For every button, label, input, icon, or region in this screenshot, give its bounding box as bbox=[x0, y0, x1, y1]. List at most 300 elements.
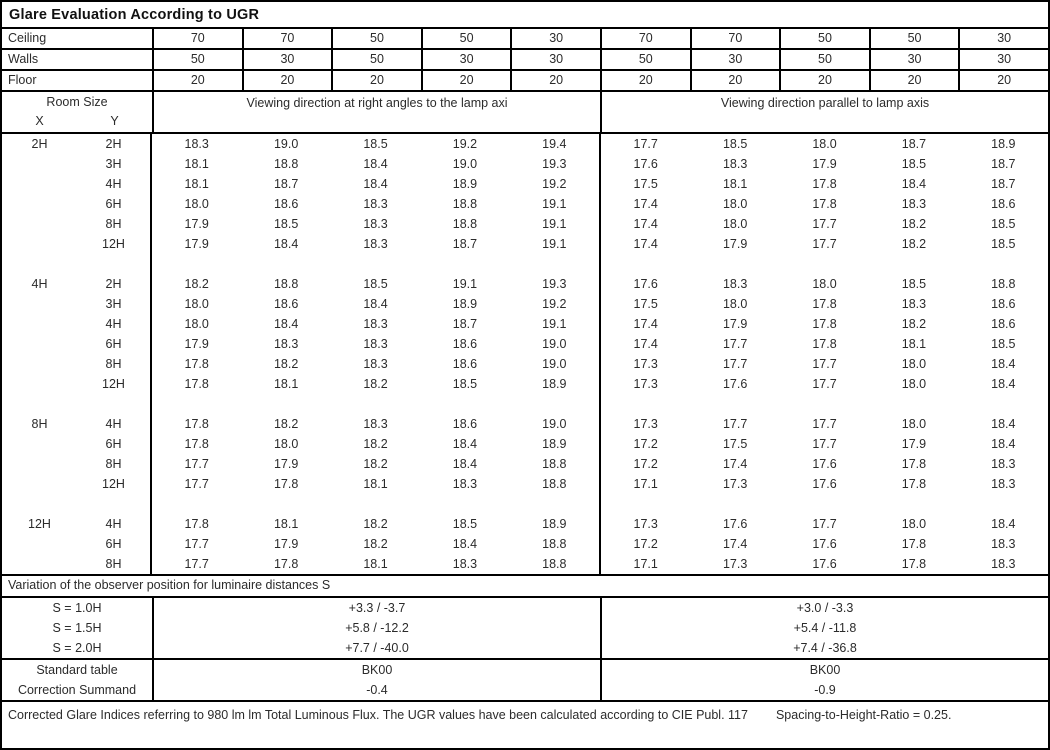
ugr-value: 17.4 bbox=[633, 337, 658, 351]
room-y-value: 8H bbox=[77, 454, 152, 474]
right-angles-values bbox=[152, 254, 599, 274]
ugr-value: 18.4 bbox=[991, 377, 1016, 391]
ugr-value: 17.2 bbox=[633, 437, 658, 451]
ugr-value: 18.2 bbox=[363, 537, 388, 551]
ugr-value: 18.0 bbox=[901, 357, 927, 371]
ugr-value: 18.6 bbox=[273, 197, 299, 211]
ugr-value: 19.0 bbox=[542, 417, 567, 431]
ugr-value: 18.4 bbox=[452, 437, 478, 451]
right-angles-values bbox=[152, 154, 599, 174]
parallel-values bbox=[599, 234, 1048, 254]
ugr-value: 17.6 bbox=[812, 477, 837, 491]
ugr-value bbox=[331, 394, 420, 414]
ugr-value: 17.9 bbox=[722, 317, 748, 331]
room-y-value: 8H bbox=[77, 554, 152, 574]
floor-value: 20 bbox=[997, 73, 1012, 87]
ugr-value: 18.2 bbox=[901, 217, 927, 231]
ugr-value bbox=[420, 254, 509, 274]
table-row bbox=[2, 454, 1048, 474]
ugr-value bbox=[241, 494, 330, 514]
room-y-value: 4H bbox=[77, 174, 152, 194]
ugr-value: 18.4 bbox=[901, 177, 927, 191]
ugr-value: 18.3 bbox=[722, 277, 748, 291]
ugr-value: 18.3 bbox=[273, 337, 299, 351]
ugr-value: 17.3 bbox=[633, 417, 658, 431]
ugr-value: 18.3 bbox=[901, 297, 927, 311]
parallel-values bbox=[599, 294, 1048, 314]
ugr-value: 18.8 bbox=[273, 157, 299, 171]
room-x-value bbox=[2, 434, 77, 454]
walls-value: 50 bbox=[333, 50, 423, 69]
right-angles-values bbox=[152, 474, 599, 494]
ugr-value: 18.0 bbox=[273, 437, 299, 451]
spacer-row bbox=[2, 254, 1048, 274]
ugr-value: 18.8 bbox=[452, 217, 478, 231]
ugr-value: 17.5 bbox=[722, 437, 748, 451]
ugr-value: 18.1 bbox=[273, 517, 299, 531]
table-row bbox=[2, 680, 1048, 700]
ugr-value: 18.2 bbox=[901, 237, 927, 251]
ugr-value: 18.8 bbox=[542, 457, 567, 471]
xy-header bbox=[2, 112, 152, 130]
room-y-value: 3H bbox=[77, 294, 152, 314]
right-angles-value: +5.8 / -12.2 bbox=[154, 618, 602, 638]
parallel-values bbox=[599, 334, 1048, 354]
ugr-value: 18.6 bbox=[991, 297, 1016, 311]
ugr-value bbox=[959, 494, 1048, 514]
ugr-value: 18.4 bbox=[452, 457, 478, 471]
ugr-value: 17.4 bbox=[722, 457, 748, 471]
ugr-value: 17.4 bbox=[633, 217, 658, 231]
ugr-value: 18.7 bbox=[901, 137, 927, 151]
table-row bbox=[2, 214, 1048, 234]
ugr-value: 18.3 bbox=[363, 357, 388, 371]
ugr-value: 18.8 bbox=[542, 477, 567, 491]
ugr-value: 18.4 bbox=[991, 437, 1016, 451]
ugr-value: 17.8 bbox=[184, 437, 209, 451]
ugr-value: 17.7 bbox=[722, 357, 748, 371]
ceiling-value: 50 bbox=[423, 29, 513, 48]
ugr-value: 18.3 bbox=[991, 457, 1016, 471]
walls-value: 50 bbox=[602, 50, 692, 69]
room-x-value bbox=[2, 494, 77, 514]
ugr-value: 18.6 bbox=[991, 317, 1016, 331]
room-y-value: 3H bbox=[77, 154, 152, 174]
right-angles-values bbox=[152, 494, 599, 514]
ugr-value: 17.2 bbox=[633, 457, 658, 471]
room-y-value: 4H bbox=[77, 414, 152, 434]
summary-rows bbox=[2, 660, 1048, 702]
ugr-value: 19.1 bbox=[542, 217, 567, 231]
right-angles-values bbox=[152, 234, 599, 254]
ugr-value: 18.0 bbox=[184, 317, 209, 331]
ugr-value: 18.5 bbox=[901, 157, 927, 171]
ugr-value: 17.3 bbox=[633, 377, 658, 391]
ugr-value: 18.1 bbox=[363, 477, 388, 491]
ugr-value bbox=[959, 254, 1048, 274]
ugr-value: 17.3 bbox=[722, 557, 748, 571]
ugr-value: 17.9 bbox=[184, 237, 209, 251]
room-x-value: 8H bbox=[31, 417, 48, 431]
room-x-value: 12H bbox=[28, 517, 51, 531]
ugr-value: 17.8 bbox=[184, 417, 209, 431]
ugr-value: 19.1 bbox=[542, 197, 567, 211]
right-angles-values bbox=[152, 334, 599, 354]
ceiling-value: 70 bbox=[602, 29, 692, 48]
right-angles-group-header: Viewing direction at right angles to the lamp axi bbox=[154, 92, 602, 132]
table-row bbox=[2, 534, 1048, 554]
right-angles-value: +3.3 / -3.7 bbox=[154, 598, 602, 618]
ugr-value: 18.4 bbox=[363, 297, 388, 311]
walls-value: 30 bbox=[244, 50, 334, 69]
ugr-value: 18.1 bbox=[273, 377, 299, 391]
right-angles-values bbox=[152, 174, 599, 194]
room-y-value: 8H bbox=[77, 354, 152, 374]
ugr-value: 17.9 bbox=[184, 337, 209, 351]
ugr-value: 19.3 bbox=[542, 277, 567, 291]
floor-value: 20 bbox=[154, 71, 244, 90]
ugr-value: 17.9 bbox=[722, 237, 748, 251]
ceiling-value: 50 bbox=[781, 29, 871, 48]
floor-row bbox=[2, 71, 1048, 92]
ceiling-value: 70 bbox=[244, 29, 334, 48]
table-row bbox=[2, 294, 1048, 314]
room-y-value: 12H bbox=[77, 374, 152, 394]
y-column-label: Y bbox=[110, 114, 119, 128]
parallel-values bbox=[599, 314, 1048, 334]
floor-value: 20 bbox=[244, 71, 334, 90]
floor-value: 20 bbox=[423, 71, 513, 90]
ugr-value: 17.3 bbox=[633, 357, 658, 371]
row-label: Correction Summand bbox=[2, 680, 154, 700]
ugr-value: 17.6 bbox=[722, 377, 748, 391]
ugr-value: 17.8 bbox=[812, 317, 837, 331]
ugr-value: 18.7 bbox=[273, 177, 299, 191]
table-row bbox=[2, 274, 1048, 294]
ugr-value: 18.6 bbox=[452, 357, 478, 371]
parallel-values bbox=[599, 354, 1048, 374]
room-x-value: 2H bbox=[31, 137, 48, 151]
ugr-value: 19.2 bbox=[542, 297, 567, 311]
floor-values bbox=[154, 71, 1048, 90]
walls-label: Walls bbox=[2, 50, 154, 69]
x-column-label: X bbox=[35, 114, 44, 128]
ceiling-label: Ceiling bbox=[2, 29, 154, 48]
ugr-value: 19.0 bbox=[273, 137, 299, 151]
parallel-values bbox=[599, 534, 1048, 554]
ugr-value: 18.0 bbox=[812, 277, 837, 291]
ugr-value: 17.4 bbox=[633, 197, 658, 211]
ugr-value: 18.3 bbox=[363, 317, 388, 331]
ugr-value: 18.0 bbox=[901, 517, 927, 531]
ugr-value: 17.1 bbox=[633, 477, 658, 491]
floor-value: 20 bbox=[333, 71, 423, 90]
parallel-value: -0.9 bbox=[814, 683, 836, 697]
ugr-value: 19.2 bbox=[452, 137, 478, 151]
walls-row bbox=[2, 50, 1048, 71]
room-y-value: 12H bbox=[77, 474, 152, 494]
ugr-value: 18.8 bbox=[542, 557, 567, 571]
ugr-value: 17.7 bbox=[812, 217, 837, 231]
parallel-values bbox=[599, 214, 1048, 234]
ugr-value bbox=[780, 494, 869, 514]
table-row bbox=[2, 514, 1048, 534]
ugr-value: 18.5 bbox=[363, 137, 388, 151]
ugr-value: 18.2 bbox=[363, 377, 388, 391]
ceiling-value: 70 bbox=[692, 29, 782, 48]
ugr-value: 17.8 bbox=[901, 537, 927, 551]
ugr-value: 17.7 bbox=[184, 477, 209, 491]
floor-value: 20 bbox=[602, 71, 692, 90]
right-angles-values bbox=[152, 534, 599, 554]
parallel-values bbox=[599, 174, 1048, 194]
ugr-value: 18.6 bbox=[452, 417, 478, 431]
table-row bbox=[2, 354, 1048, 374]
ugr-value: 18.0 bbox=[184, 197, 209, 211]
spacer-row bbox=[2, 394, 1048, 414]
ugr-value: 17.8 bbox=[812, 297, 837, 311]
ceiling-value: 30 bbox=[512, 29, 602, 48]
room-x-value bbox=[2, 234, 77, 254]
page-title: Glare Evaluation According to UGR bbox=[2, 2, 1048, 29]
floor-value: 20 bbox=[512, 71, 602, 90]
ugr-value bbox=[510, 394, 599, 414]
ugr-value: 19.0 bbox=[452, 157, 478, 171]
ugr-value: 18.5 bbox=[452, 377, 478, 391]
ugr-value bbox=[241, 254, 330, 274]
ugr-value: 18.8 bbox=[991, 277, 1016, 291]
ugr-value: 18.3 bbox=[363, 217, 388, 231]
ugr-value: 17.8 bbox=[184, 357, 209, 371]
room-x-value bbox=[2, 174, 77, 194]
right-angles-values bbox=[152, 394, 599, 414]
ceiling-value: 50 bbox=[333, 29, 423, 48]
right-angles-value: -0.4 bbox=[154, 680, 602, 700]
ugr-value bbox=[510, 254, 599, 274]
ugr-value bbox=[152, 394, 241, 414]
ugr-value: 18.5 bbox=[452, 517, 478, 531]
ugr-value: 18.5 bbox=[991, 237, 1016, 251]
ugr-value bbox=[420, 494, 509, 514]
room-y-value: 6H bbox=[77, 434, 152, 454]
ugr-value: 18.5 bbox=[363, 277, 388, 291]
parallel-value: BK00 bbox=[809, 663, 841, 677]
right-angles-values bbox=[152, 414, 599, 434]
parallel-values bbox=[599, 394, 1048, 414]
row-label: S = 1.5H bbox=[2, 618, 154, 638]
ugr-value: 19.1 bbox=[542, 237, 567, 251]
room-x-value bbox=[2, 534, 77, 554]
ugr-value: 17.9 bbox=[273, 457, 299, 471]
table-row bbox=[2, 174, 1048, 194]
table-row bbox=[2, 554, 1048, 574]
table-column-headers bbox=[2, 92, 1048, 134]
ugr-value bbox=[869, 394, 958, 414]
ugr-value bbox=[959, 394, 1048, 414]
room-y-value: 2H bbox=[77, 134, 152, 154]
table-row bbox=[2, 334, 1048, 354]
ugr-value: 17.4 bbox=[633, 237, 658, 251]
ugr-value: 18.9 bbox=[452, 177, 478, 191]
ugr-value: 18.5 bbox=[991, 337, 1016, 351]
table-row bbox=[2, 314, 1048, 334]
ceiling-values bbox=[154, 29, 1048, 48]
ugr-value bbox=[690, 394, 779, 414]
ugr-value: 18.8 bbox=[452, 197, 478, 211]
walls-value: 30 bbox=[997, 52, 1012, 66]
ugr-value: 17.8 bbox=[812, 177, 837, 191]
ugr-value: 18.3 bbox=[363, 337, 388, 351]
parallel-value: +7.4 / -36.8 bbox=[793, 641, 857, 655]
right-angles-values bbox=[152, 354, 599, 374]
ugr-value: 19.1 bbox=[452, 277, 478, 291]
parallel-values bbox=[599, 274, 1048, 294]
ugr-value: 18.3 bbox=[991, 557, 1016, 571]
ugr-value: 17.6 bbox=[633, 277, 658, 291]
room-size-header bbox=[2, 92, 154, 132]
ugr-value: 18.5 bbox=[273, 217, 299, 231]
ugr-value: 17.8 bbox=[901, 457, 927, 471]
ugr-value: 18.2 bbox=[184, 277, 209, 291]
ugr-value: 17.9 bbox=[184, 217, 209, 231]
ugr-value bbox=[780, 394, 869, 414]
ugr-value: 18.9 bbox=[542, 377, 567, 391]
ugr-value: 18.4 bbox=[273, 317, 299, 331]
ugr-value: 17.3 bbox=[633, 517, 658, 531]
room-y-value: 2H bbox=[77, 274, 152, 294]
ugr-value: 18.1 bbox=[722, 177, 748, 191]
room-x-value bbox=[2, 374, 77, 394]
ugr-value: 18.3 bbox=[363, 237, 388, 251]
ugr-value bbox=[241, 394, 330, 414]
ceiling-value: 70 bbox=[154, 29, 244, 48]
ceiling-value: 30 bbox=[997, 31, 1012, 45]
room-y-value: 4H bbox=[77, 514, 152, 534]
ugr-value: 17.7 bbox=[722, 417, 748, 431]
spacing-ratio-text: Spacing-to-Height-Ratio = 0.25. bbox=[775, 708, 952, 722]
room-y-value: 6H bbox=[77, 194, 152, 214]
ugr-value: 18.9 bbox=[542, 437, 567, 451]
right-angles-value: BK00 bbox=[154, 660, 602, 680]
room-y-value: 12H bbox=[77, 234, 152, 254]
ugr-value bbox=[601, 494, 690, 514]
ugr-value: 17.8 bbox=[901, 477, 927, 491]
row-label: S = 2.0H bbox=[2, 638, 154, 658]
room-y-value: 4H bbox=[77, 314, 152, 334]
right-angles-values bbox=[152, 294, 599, 314]
ugr-value: 17.6 bbox=[812, 457, 837, 471]
floor-label: Floor bbox=[2, 71, 154, 90]
ugr-value bbox=[420, 394, 509, 414]
ugr-value bbox=[690, 254, 779, 274]
right-angles-values bbox=[152, 554, 599, 574]
walls-value: 50 bbox=[781, 50, 871, 69]
ugr-value: 18.0 bbox=[812, 137, 837, 151]
right-angles-values bbox=[152, 134, 599, 154]
room-x-value bbox=[2, 214, 77, 234]
variation-rows bbox=[2, 598, 1048, 660]
ugr-value: 18.0 bbox=[722, 297, 748, 311]
ugr-value: 17.3 bbox=[722, 477, 748, 491]
walls-value: 30 bbox=[871, 50, 961, 69]
ugr-value: 17.7 bbox=[812, 357, 837, 371]
parallel-values bbox=[599, 474, 1048, 494]
ugr-value: 18.2 bbox=[273, 357, 299, 371]
row-label: Standard table bbox=[2, 660, 154, 680]
ugr-value: 17.4 bbox=[722, 537, 748, 551]
parallel-values bbox=[599, 414, 1048, 434]
ugr-value: 19.3 bbox=[542, 157, 567, 171]
room-x-value bbox=[2, 394, 77, 414]
room-x-value bbox=[2, 554, 77, 574]
walls-value: 30 bbox=[512, 50, 602, 69]
table-row bbox=[2, 154, 1048, 174]
table-row bbox=[2, 234, 1048, 254]
walls-value: 30 bbox=[423, 50, 513, 69]
room-x-value bbox=[2, 454, 77, 474]
ugr-value: 18.4 bbox=[273, 237, 299, 251]
ugr-value: 18.5 bbox=[901, 277, 927, 291]
ugr-value: 17.7 bbox=[184, 557, 209, 571]
ugr-value: 18.7 bbox=[991, 177, 1016, 191]
ugr-value: 17.7 bbox=[722, 337, 748, 351]
right-angles-values bbox=[152, 454, 599, 474]
ugr-value: 18.1 bbox=[184, 177, 209, 191]
ugr-value bbox=[601, 254, 690, 274]
ugr-value: 17.5 bbox=[633, 297, 658, 311]
ugr-value: 18.3 bbox=[363, 197, 388, 211]
ugr-value: 18.3 bbox=[452, 477, 478, 491]
table-row bbox=[2, 474, 1048, 494]
table-row bbox=[2, 638, 1048, 658]
ugr-value: 17.4 bbox=[633, 317, 658, 331]
ugr-value: 18.8 bbox=[273, 277, 299, 291]
ugr-value: 17.6 bbox=[722, 517, 748, 531]
ugr-value: 18.9 bbox=[542, 517, 567, 531]
parallel-group-header: Viewing direction parallel to lamp axis bbox=[720, 96, 930, 110]
ugr-value: 17.7 bbox=[812, 377, 837, 391]
ugr-value: 17.8 bbox=[812, 197, 837, 211]
ugr-value: 18.4 bbox=[991, 517, 1016, 531]
ugr-value: 18.4 bbox=[991, 357, 1016, 371]
room-x-value bbox=[2, 354, 77, 374]
ugr-value: 17.7 bbox=[812, 517, 837, 531]
right-angles-values bbox=[152, 274, 599, 294]
right-angles-values bbox=[152, 314, 599, 334]
room-x-value: 4H bbox=[31, 277, 48, 291]
spacer-row bbox=[2, 494, 1048, 514]
ugr-value: 18.5 bbox=[991, 217, 1016, 231]
ceiling-row bbox=[2, 29, 1048, 50]
ugr-value: 17.8 bbox=[273, 557, 299, 571]
right-angles-values bbox=[152, 194, 599, 214]
floor-value: 20 bbox=[781, 71, 871, 90]
ugr-value: 19.1 bbox=[542, 317, 567, 331]
ugr-value: 17.1 bbox=[633, 557, 658, 571]
ugr-value: 17.7 bbox=[812, 417, 837, 431]
parallel-values bbox=[599, 134, 1048, 154]
ugr-data-grid bbox=[2, 134, 1048, 576]
ugr-value bbox=[690, 494, 779, 514]
ugr-value: 18.6 bbox=[991, 197, 1016, 211]
ugr-value: 17.9 bbox=[901, 437, 927, 451]
ugr-value: 17.7 bbox=[184, 457, 209, 471]
footer-note bbox=[2, 702, 1048, 748]
ugr-value bbox=[331, 494, 420, 514]
table-row bbox=[2, 660, 1048, 680]
variation-section-label: Variation of the observer position for luminaire distances S bbox=[2, 576, 1048, 598]
ugr-value bbox=[152, 254, 241, 274]
